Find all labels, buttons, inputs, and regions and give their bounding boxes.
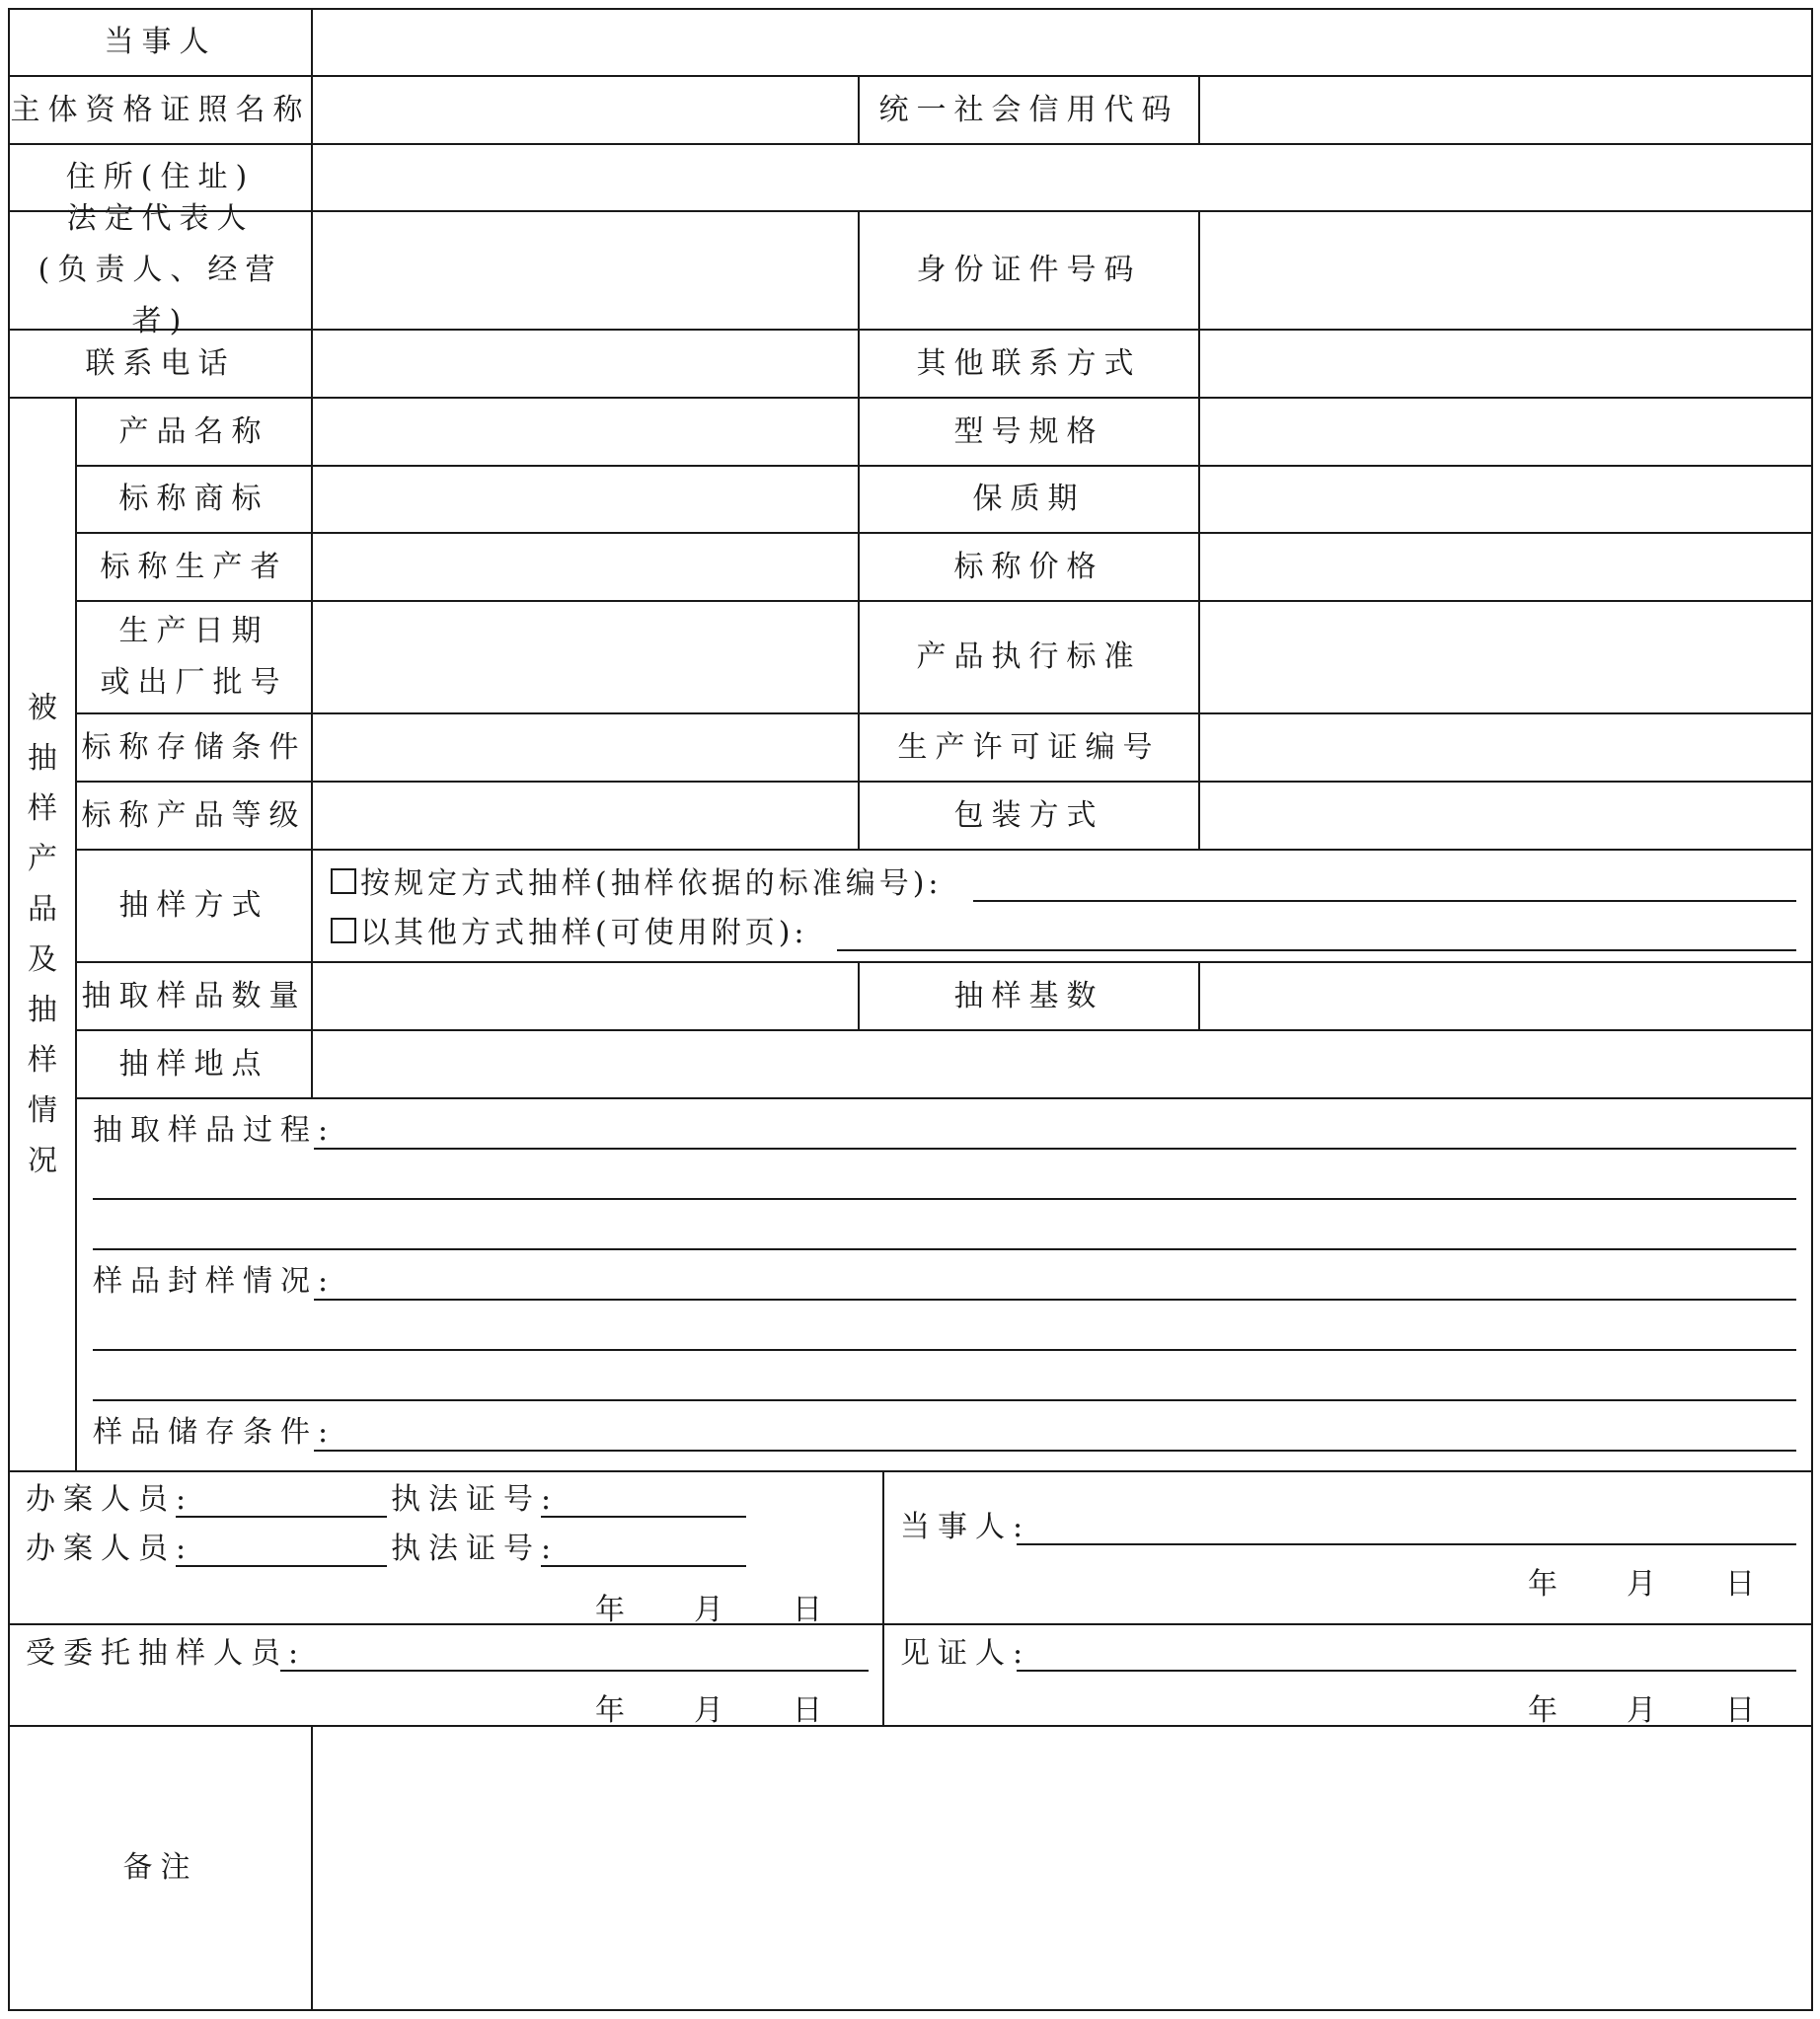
label-storage: 标称存储条件 (81, 729, 307, 765)
section-char: 况 (28, 1144, 57, 1178)
row-divider (8, 1623, 1813, 1625)
col-divider (1198, 961, 1200, 1029)
section-char: 产 (28, 842, 57, 876)
section-char: 及 (28, 942, 57, 977)
col-divider (1198, 397, 1200, 849)
col-divider (311, 8, 313, 397)
row-divider (75, 849, 1813, 851)
label-sample-storage: 样品储存条件: (93, 1415, 337, 1450)
label-base-number: 抽样基数 (953, 978, 1104, 1013)
label-sampling-process: 抽取样品过程: (93, 1113, 337, 1148)
label-sampling-method: 抽样方式 (118, 888, 269, 923)
label-cert-no-2: 执法证号: (391, 1532, 560, 1566)
date-day: 日 (793, 1693, 822, 1728)
label-witness: 见证人: (900, 1636, 1031, 1671)
party-sign-field[interactable] (1017, 1543, 1796, 1545)
label-production-date-line1: 生产日期 (118, 614, 269, 648)
label-handler-1: 办案人员: (26, 1482, 194, 1517)
label-production-date (77, 602, 311, 712)
method-option-other[interactable] (331, 914, 808, 953)
table-border-bottom (8, 2009, 1813, 2011)
date-year: 年 (1528, 1693, 1557, 1728)
label-party-sign: 当事人: (900, 1510, 1031, 1544)
method-option-standard-label: 按规定方式抽样(抽样依据的标准编号): (360, 866, 943, 901)
sampling-process-field[interactable] (314, 1148, 1796, 1150)
date-party[interactable] (1528, 1559, 1765, 1602)
label-production-date-line2: 或出厂批号 (100, 665, 288, 700)
date-month: 月 (1627, 1693, 1656, 1728)
section-char: 样 (28, 1043, 57, 1078)
label-location: 抽样地点 (118, 1046, 269, 1082)
label-packaging: 包装方式 (953, 797, 1104, 833)
row-divider (75, 1097, 1813, 1099)
date-day: 日 (1725, 1693, 1755, 1728)
handler-2-field[interactable] (176, 1565, 387, 1567)
cert-no-1-field[interactable] (541, 1516, 746, 1518)
label-product-name: 产品名称 (118, 413, 269, 449)
checkbox-other-sampling[interactable] (331, 918, 356, 943)
date-day: 日 (793, 1593, 822, 1627)
label-model: 型号规格 (953, 413, 1104, 449)
standard-number-field[interactable] (973, 900, 1796, 902)
section-char: 抽 (28, 993, 57, 1027)
date-month: 月 (1627, 1567, 1656, 1602)
remarks-field[interactable] (313, 1727, 1811, 2009)
label-grade: 标称产品等级 (81, 797, 307, 833)
section-char: 被 (28, 691, 57, 725)
label-other-contact: 其他联系方式 (916, 345, 1142, 381)
section-char: 品 (28, 892, 57, 927)
label-credit-code: 统一社会信用代码 (878, 92, 1179, 127)
label-id-number: 身份证件号码 (916, 253, 1142, 287)
label-phone: 联系电话 (85, 345, 236, 381)
sealing-field[interactable] (314, 1299, 1796, 1301)
handler-1-field[interactable] (176, 1516, 387, 1518)
label-cert-no-1: 执法证号: (391, 1482, 560, 1517)
method-option-other-label: 以其他方式抽样(可使用附页): (360, 916, 808, 950)
method-option-standard[interactable] (331, 864, 943, 904)
date-month: 月 (694, 1593, 723, 1627)
col-divider (1198, 75, 1200, 143)
row-divider (8, 1470, 1813, 1472)
col-divider (311, 397, 313, 1097)
label-handler-2: 办案人员: (26, 1532, 194, 1566)
cert-no-2-field[interactable] (541, 1565, 746, 1567)
sampling-process-field[interactable] (93, 1198, 1796, 1200)
table-border-right (1811, 8, 1813, 2011)
label-legal-rep-line1: 法定代表人 (66, 201, 255, 236)
date-day: 日 (1725, 1567, 1755, 1602)
sampling-form (8, 8, 1813, 2011)
label-sealing: 样品封样情况: (93, 1264, 337, 1299)
label-legal-rep (10, 201, 311, 338)
section-char: 样 (28, 791, 57, 826)
date-year: 年 (595, 1693, 625, 1728)
other-method-field[interactable] (837, 949, 1796, 951)
label-permit: 生产许可证编号 (897, 729, 1161, 765)
section-char: 情 (28, 1093, 57, 1128)
entrusted-sampler-field[interactable] (280, 1670, 869, 1672)
date-handler[interactable] (595, 1585, 832, 1627)
label-party: 当事人 (104, 25, 217, 59)
date-year: 年 (1528, 1567, 1557, 1602)
col-divider (882, 1470, 884, 1725)
label-quantity: 抽取样品数量 (81, 978, 307, 1013)
label-legal-rep-line2: (负责人、经营者) (38, 253, 283, 338)
witness-field[interactable] (1017, 1670, 1796, 1672)
checkbox-standard-sampling[interactable] (331, 868, 356, 894)
label-price: 标称价格 (953, 549, 1104, 584)
row-divider (75, 1029, 1813, 1031)
label-manufacturer: 标称生产者 (100, 549, 288, 584)
label-shelf-life: 保质期 (972, 482, 1086, 516)
section-char: 抽 (28, 741, 57, 776)
date-entrusted[interactable] (595, 1685, 832, 1728)
label-trademark: 标称商标 (118, 482, 269, 516)
sealing-field[interactable] (93, 1349, 1796, 1351)
date-month: 月 (694, 1693, 723, 1728)
label-remarks: 备注 (122, 1850, 198, 1885)
label-product-section (10, 399, 75, 1470)
col-divider (1198, 210, 1200, 397)
label-entrusted-sampler: 受委托抽样人员: (26, 1636, 307, 1671)
date-year: 年 (595, 1593, 625, 1627)
sample-storage-field[interactable] (314, 1450, 1796, 1452)
label-address: 住所(住址) (65, 160, 256, 194)
label-standard: 产品执行标准 (916, 639, 1142, 674)
label-license-name: 主体资格证照名称 (10, 92, 311, 127)
sealing-field[interactable] (93, 1399, 1796, 1401)
date-witness[interactable] (1528, 1685, 1765, 1728)
sampling-process-field[interactable] (93, 1248, 1796, 1250)
